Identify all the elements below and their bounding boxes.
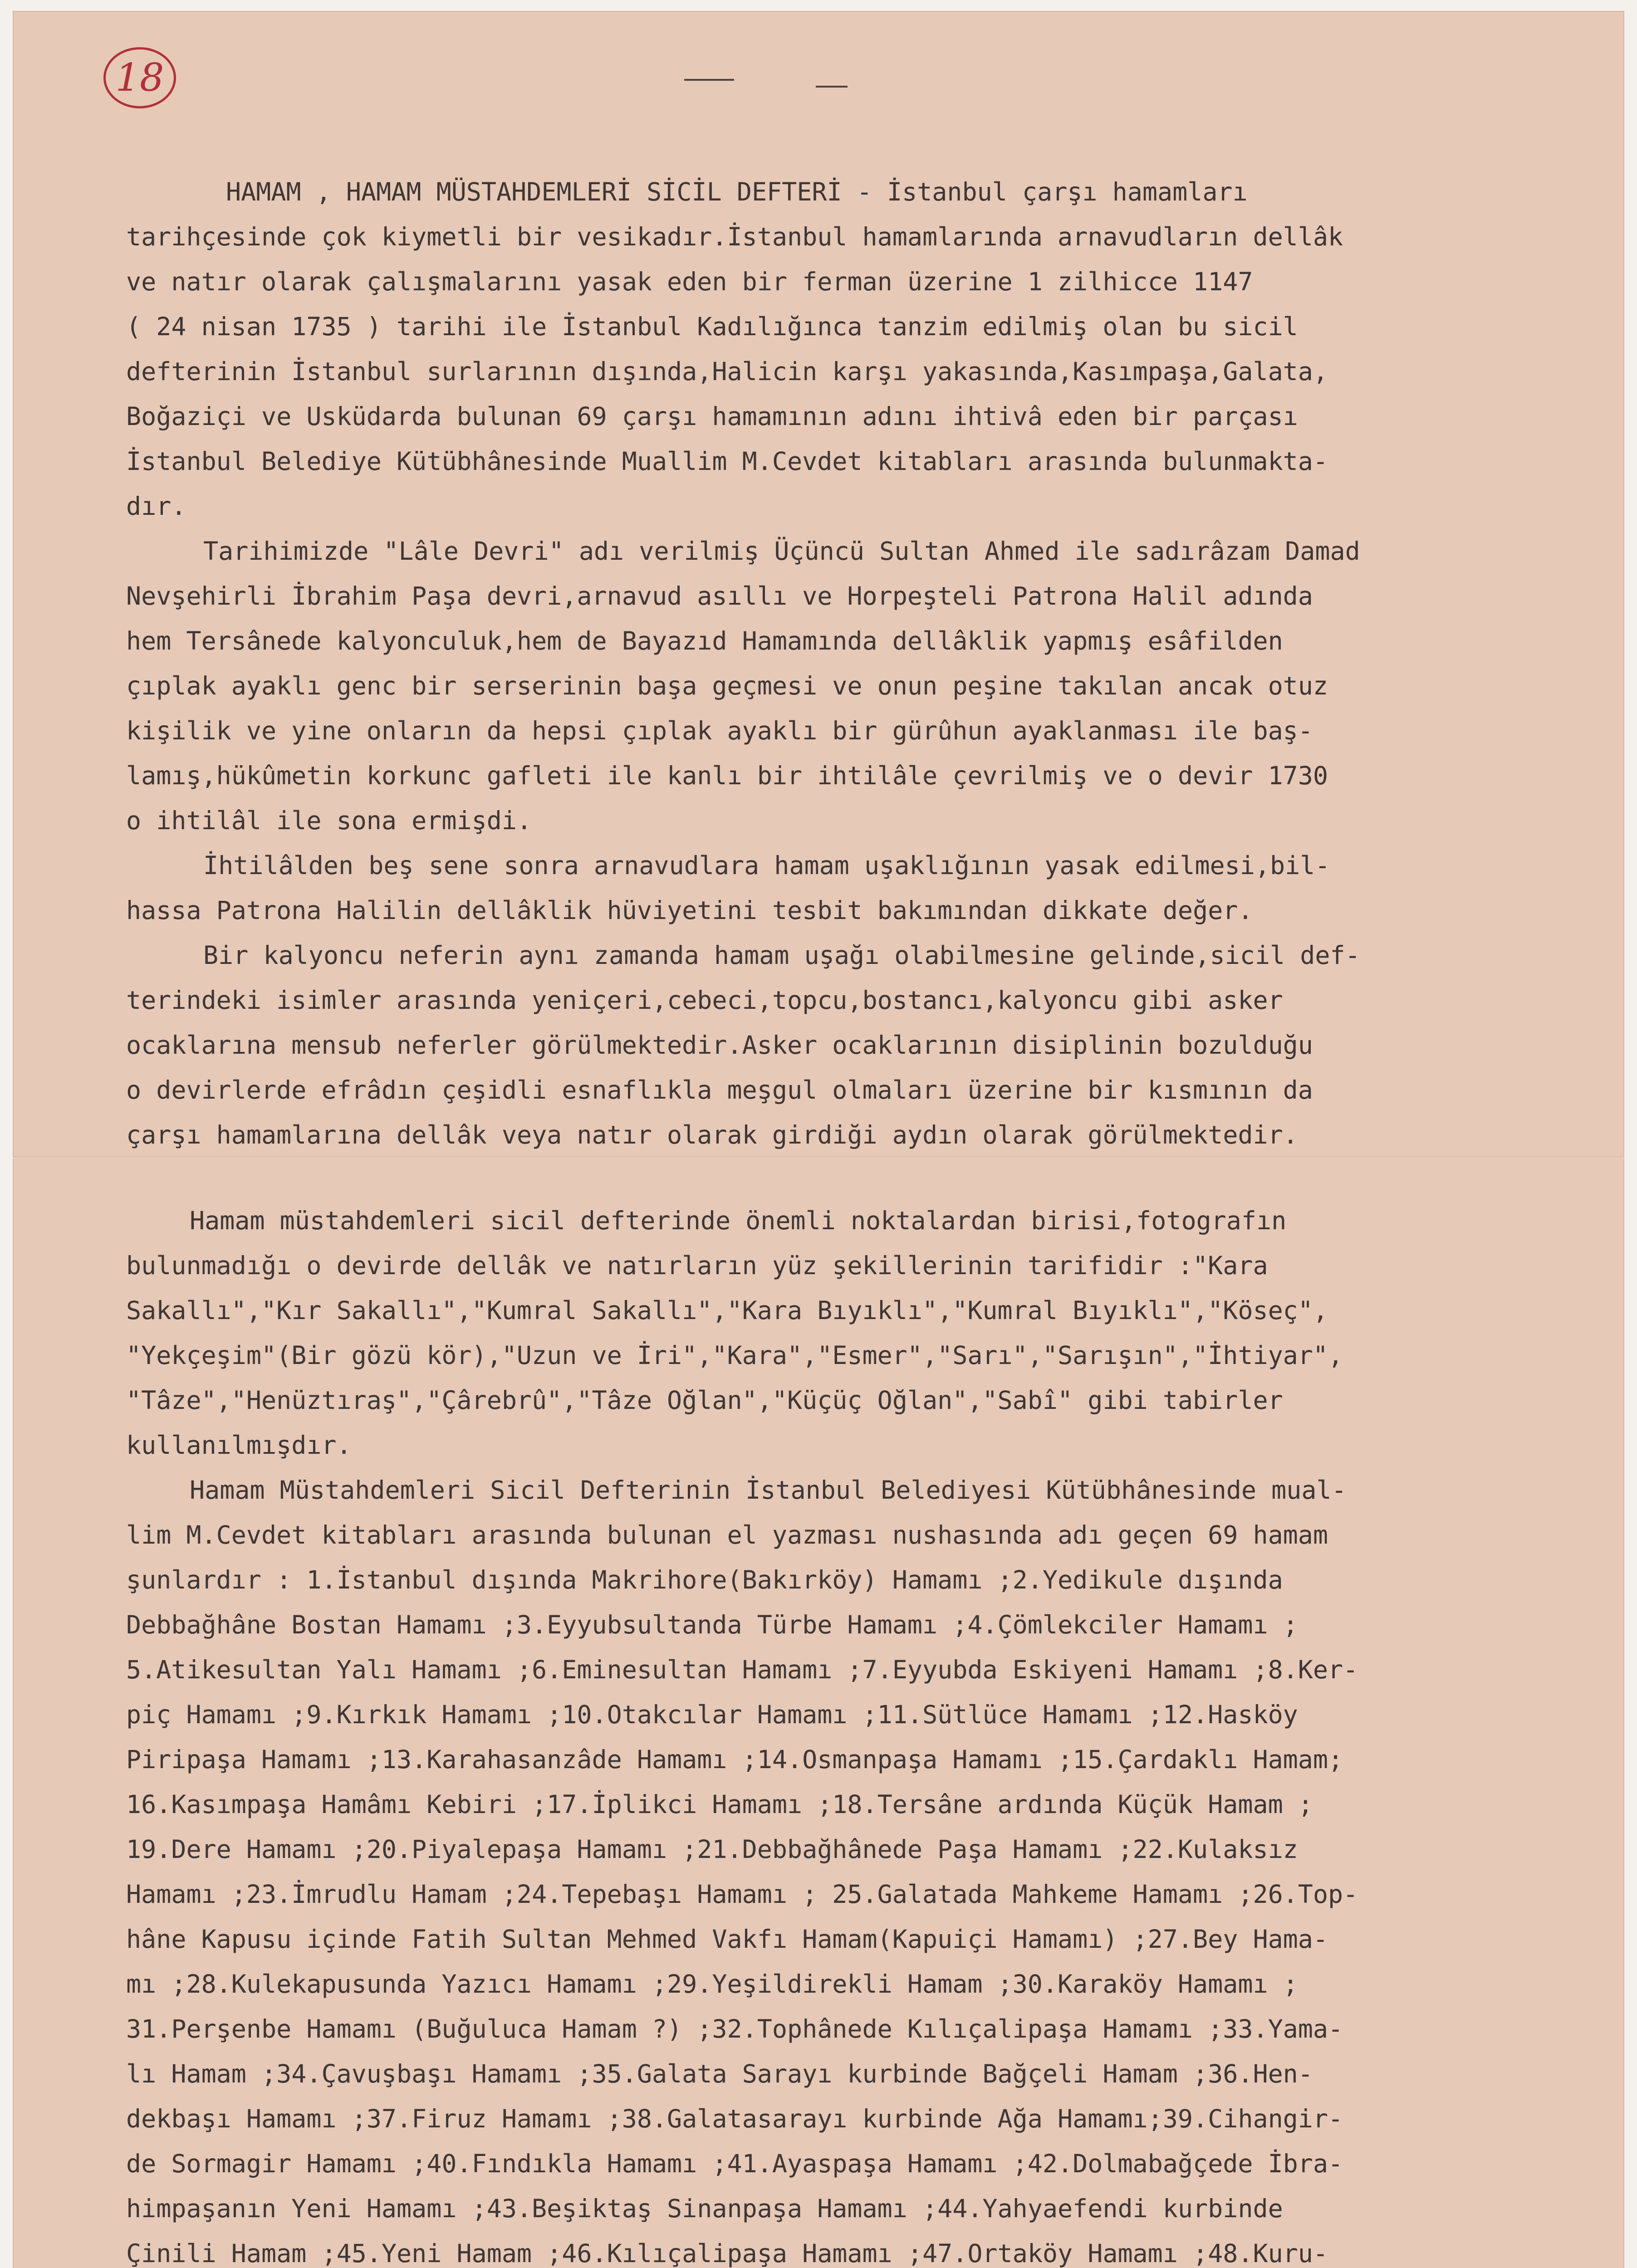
text-line: HAMAM , HAMAM MÜSTAHDEMLERİ SİCİL DEFTERİ - İstanbul çarşı hamamları bbox=[226, 177, 1248, 206]
text-line: dekbaşı Hamamı ;37.Firuz Hamamı ;38.Galatasarayı kurbinde Ağa Hamamı;39.Cihangir- bbox=[126, 2104, 1343, 2133]
text-line: bulunmadığı o devirde dellâk ve natırların yüz şekillerinin tarifidir :"Kara bbox=[126, 1251, 1268, 1280]
page-number-mark: 18 bbox=[103, 47, 176, 108]
text-line: mı ;28.Kulekapusunda Yazıcı Hamamı ;29.Yeşildirekli Hamam ;30.Karaköy Hamamı ; bbox=[126, 1970, 1298, 1999]
text-line: Piripaşa Hamamı ;13.Karahasanzâde Hamamı ;14.Osmanpaşa Hamamı ;15.Çardaklı Hamam; bbox=[126, 1745, 1343, 1774]
text-line: dır. bbox=[126, 492, 186, 521]
text-line: piç Hamamı ;9.Kırkık Hamamı ;10.Otakcılar Hamamı ;11.Sütlüce Hamamı ;12.Hasköy bbox=[126, 1700, 1298, 1729]
text-line: İstanbul Belediye Kütübhânesinde Muallim M.Cevdet kitabları arasında bulunmakta- bbox=[126, 447, 1328, 476]
document-body bbox=[126, 170, 1601, 2268]
text-line: Çinili Hamam ;45.Yeni Hamam ;46.Kılıçalipaşa Hamamı ;47.Ortaköy Hamamı ;48.Kuru- bbox=[126, 2239, 1328, 2268]
text-line: Sakallı","Kır Sakallı","Kumral Sakallı","Kara Bıyıklı","Kumral Bıyıklı","Köseç", bbox=[126, 1296, 1328, 1325]
text-line: Tarihimizde "Lâle Devri" adı verilmiş Üçüncü Sultan Ahmed ile sadırâzam Damad bbox=[203, 537, 1360, 566]
text-line: çıplak ayaklı genc bir serserinin başa geçmesi ve onun peşine takılan ancak otuz bbox=[126, 671, 1328, 700]
text-line: Nevşehirli İbrahim Paşa devri,arnavud asıllı ve Horpeşteli Patrona Halil adında bbox=[126, 582, 1313, 611]
text-line: Debbağhâne Bostan Hamamı ;3.Eyyubsultanda Türbe Hamamı ;4.Çömlekciler Hamamı ; bbox=[126, 1610, 1298, 1639]
text-line: lim M.Cevdet kitabları arasında bulunan el yazması nushasında adı geçen 69 hamam bbox=[126, 1520, 1328, 1549]
text-line: şunlardır : 1.İstanbul dışında Makrihore(Bakırköy) Hamamı ;2.Yedikule dışında bbox=[126, 1565, 1283, 1594]
ink-dash bbox=[816, 86, 848, 88]
text-line: Hamam Müstahdemleri Sicil Defterinin İstanbul Belediyesi Kütübhânesinde mual- bbox=[190, 1476, 1347, 1505]
text-line: hâne Kapusu içinde Fatih Sultan Mehmed Vakfı Hamam(Kapuiçi Hamamı) ;27.Bey Hama- bbox=[126, 1925, 1328, 1954]
text-line: lı Hamam ;34.Çavuşbaşı Hamamı ;35.Galata Sarayı kurbinde Bağçeli Hamam ;36.Hen- bbox=[126, 2059, 1313, 2088]
text-line: terindeki isimler arasında yeniçeri,cebeci,topcu,bostancı,kalyoncu gibi asker bbox=[126, 986, 1283, 1015]
text-line: hem Tersânede kalyonculuk,hem de Bayazıd Hamamında dellâklik yapmış esâfilden bbox=[126, 626, 1283, 655]
text-line: himpaşanın Yeni Hamamı ;43.Beşiktaş Sinanpaşa Hamamı ;44.Yahyaefendi kurbinde bbox=[126, 2194, 1283, 2223]
text-line: o ihtilâl ile sona ermişdi. bbox=[126, 806, 532, 835]
text-line: de Sormagir Hamamı ;40.Fındıkla Hamamı ;41.Ayaspaşa Hamamı ;42.Dolmabağçede İbra- bbox=[126, 2149, 1343, 2178]
text-line: Boğaziçi ve Usküdarda bulunan 69 çarşı hamamının adını ihtivâ eden bir parçası bbox=[126, 402, 1298, 431]
text-line: 5.Atikesultan Yalı Hamamı ;6.Eminesultan Hamamı ;7.Eyyubda Eskiyeni Hamamı ;8.Ker- bbox=[126, 1655, 1358, 1684]
text-line: 19.Dere Hamamı ;20.Piyalepaşa Hamamı ;21.Debbağhânede Paşa Hamamı ;22.Kulaksız bbox=[126, 1835, 1298, 1864]
text-line: kullanılmışdır. bbox=[126, 1431, 352, 1460]
document-page bbox=[13, 11, 1624, 2268]
text-line: Bir kalyoncu neferin aynı zamanda hamam uşağı olabilmesine gelinde,sicil def- bbox=[203, 941, 1360, 970]
text-line: Hamam müstahdemleri sicil defterinde önemli noktalardan birisi,fotografın bbox=[190, 1206, 1287, 1235]
paragraph-gap bbox=[126, 1158, 1601, 1198]
text-line: kişilik ve yine onların da hepsi çıplak ayaklı bir gürûhun ayaklanması ile baş- bbox=[126, 716, 1313, 745]
text-line: 31.Perşenbe Hamamı (Buğuluca Hamam ?) ;32.Tophânede Kılıçalipaşa Hamamı ;33.Yama- bbox=[126, 2014, 1343, 2043]
text-line: ( 24 nisan 1735 ) tarihi ile İstanbul Kadılığınca tanzim edilmiş olan bu sicil bbox=[126, 312, 1298, 341]
text-line: İhtilâlden beş sene sonra arnavudlara hamam uşaklığının yasak edilmesi,bil- bbox=[203, 851, 1330, 880]
text-line: "Yekçeşim"(Bir gözü kör),"Uzun ve İri","Kara","Esmer","Sarı","Sarışın","İhtiyar", bbox=[126, 1341, 1343, 1370]
text-line: 16.Kasımpaşa Hamâmı Kebiri ;17.İplikci Hamamı ;18.Tersâne ardında Küçük Hamam ; bbox=[126, 1790, 1313, 1819]
ink-dash bbox=[684, 79, 734, 81]
text-line: lamış,hükûmetin korkunc gafleti ile kanlı bir ihtilâle çevrilmiş ve o devir 1730 bbox=[126, 761, 1328, 790]
text-line: "Tâze","Henüztıraş","Çârebrû","Tâze Oğlan","Küçüç Oğlan","Sabî" gibi tabirler bbox=[126, 1386, 1283, 1415]
text-line: defterinin İstanbul surlarının dışında,Halicin karşı yakasında,Kasımpaşa,Galata, bbox=[126, 357, 1328, 386]
text-line: o devirlerde efrâdın çeşidli esnaflıkla meşgul olmaları üzerine bir kısmının da bbox=[126, 1075, 1313, 1105]
text-line: ve natır olarak çalışmalarını yasak eden bir ferman üzerine 1 zilhicce 1147 bbox=[126, 267, 1253, 296]
text-line: tarihçesinde çok kiymetli bir vesikadır.İstanbul hamamlarında arnavudların dellâk bbox=[126, 222, 1343, 251]
text-line: çarşı hamamlarına dellâk veya natır olarak girdiği aydın olarak görülmektedir. bbox=[126, 1120, 1298, 1149]
text-line: Hamamı ;23.İmrudlu Hamam ;24.Tepebaşı Hamamı ; 25.Galatada Mahkeme Hamamı ;26.Top- bbox=[126, 1880, 1358, 1909]
text-line: hassa Patrona Halilin dellâklik hüviyetini tesbit bakımından dikkate değer. bbox=[126, 896, 1253, 925]
text-line: ocaklarına mensub neferler görülmektedir.Asker ocaklarının disiplinin bozulduğu bbox=[126, 1031, 1313, 1060]
